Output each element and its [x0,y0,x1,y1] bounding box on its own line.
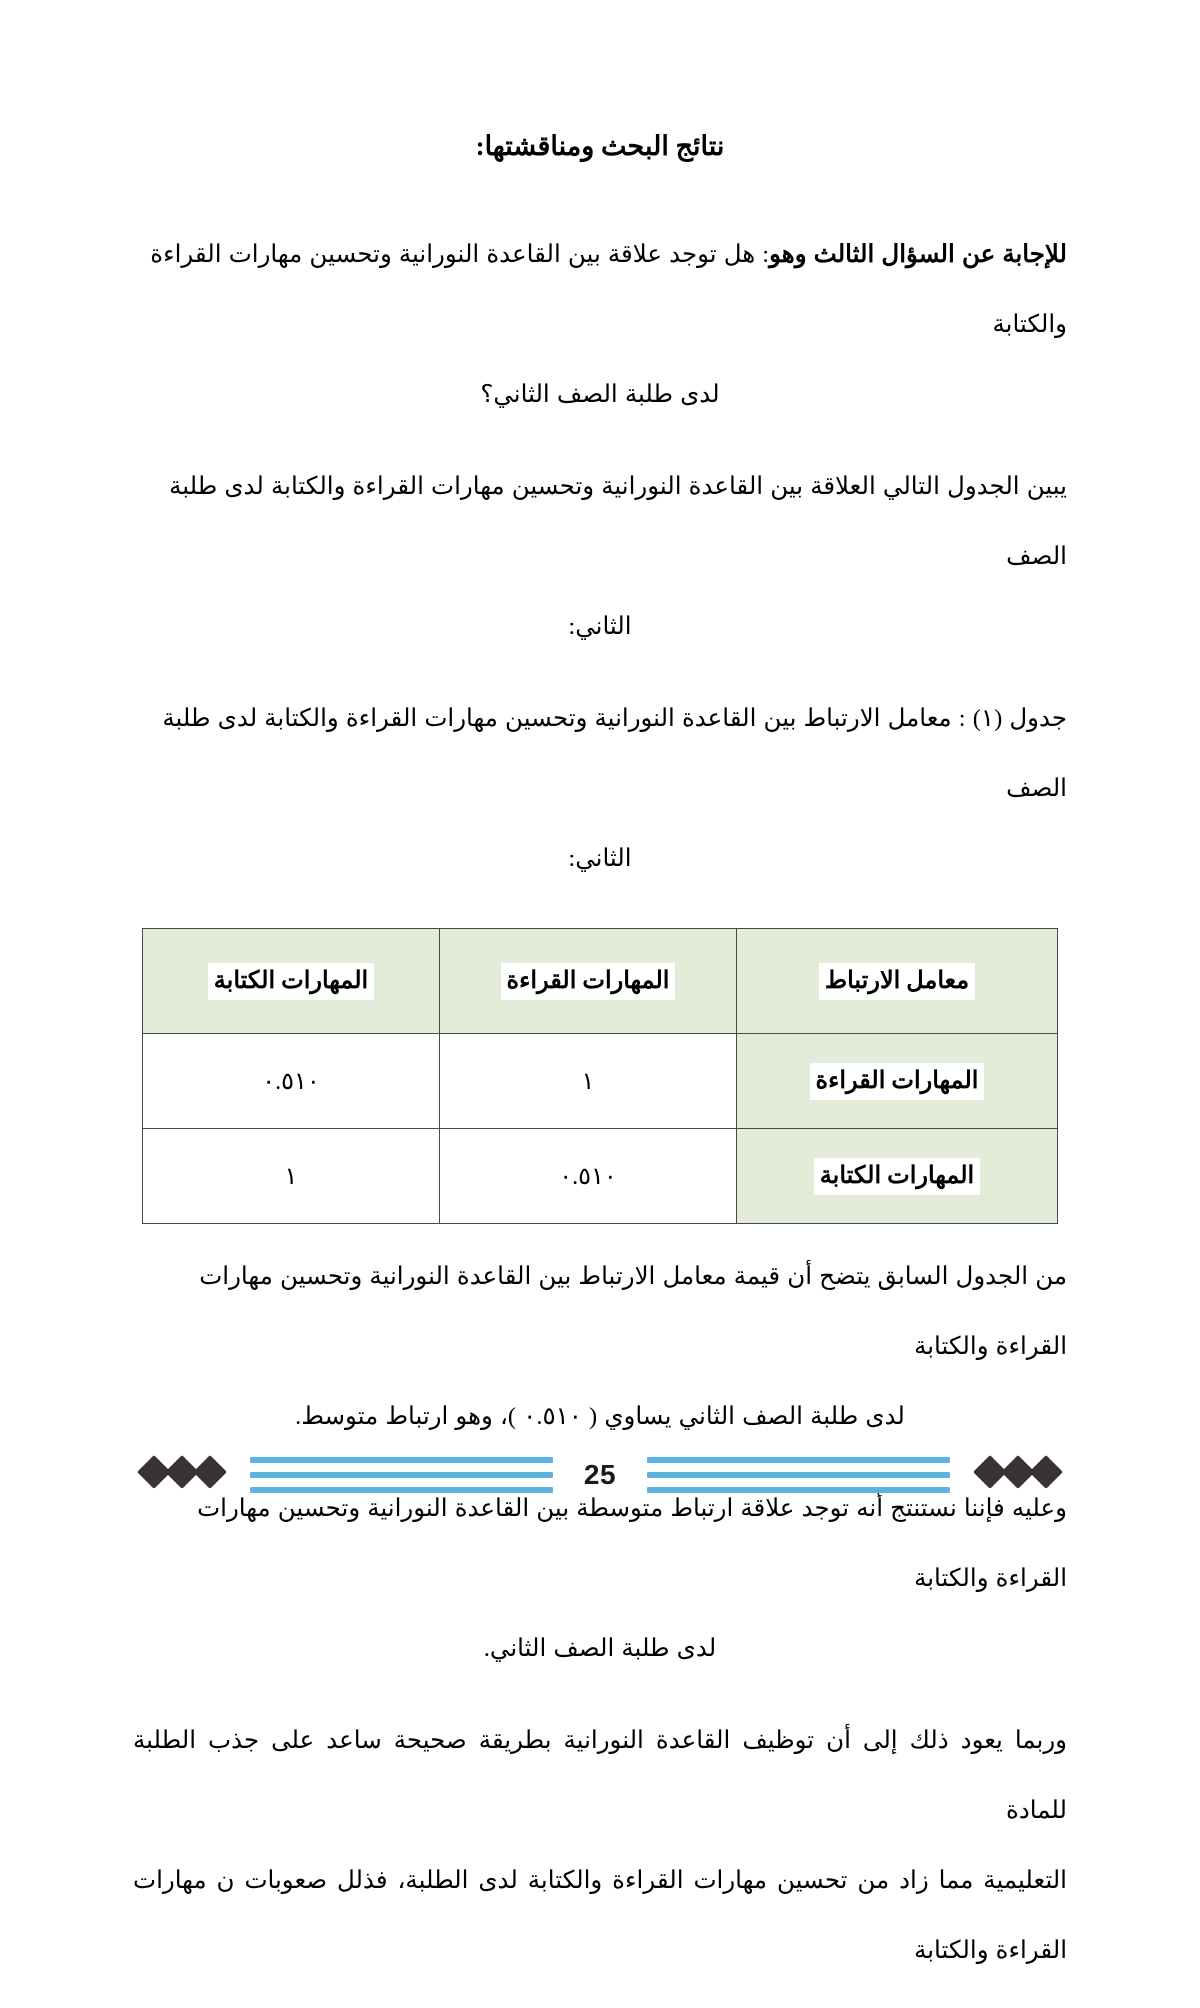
table-header-cell-reading [440,929,737,1034]
result-line-1: من الجدول السابق يتضح أن قيمة معامل الارتباط بين القاعدة النورانية وتحسين مهارات القراءة والكتابة [199,1263,1067,1361]
result-line-2: لدى طلبة الصف الثاني يساوي ( ٠.٥١٠ )، وهو ارتباط متوسط. [295,1403,905,1431]
discussion-paragraph [133,1706,1067,1986]
table-row-label-reading [737,1034,1058,1129]
page-title: نتائج البحث ومناقشتها: [475,131,725,161]
footer-diamonds-right [976,1460,1060,1484]
table-cell-writing-reading: ٠.٥١٠ [440,1129,737,1224]
table-row [143,1034,1058,1129]
question-paragraph [133,220,1067,430]
table-cell-writing-writing: ١ [143,1129,440,1224]
table-row-label-writing [737,1129,1058,1224]
table-header-label-reading: المهارات القراءة [501,963,676,999]
diamond-icon [1029,1455,1063,1489]
question-rest: : هل توجد علاقة بين القاعدة النورانية وتحسين مهارات القراءة والكتابة [150,241,1067,339]
table-caption-line-2: الثاني: [568,845,632,873]
intro-paragraph [133,452,1067,662]
table-header-cell-correlation [737,929,1058,1034]
page-number: 25 [583,1459,617,1490]
conclusion-line-2: لدى طلبة الصف الثاني. [483,1635,717,1663]
table-header-cell-writing [143,929,440,1034]
discussion-line-1: وربما يعود ذلك إلى أن توظيف القاعدة النورانية بطريقة صحيحة ساعد على جذب الطلبة للمادة [133,1727,1067,1825]
correlation-table-wrapper [133,928,1067,1224]
table-header-row [143,929,1058,1034]
footer-rule-line [647,1487,950,1493]
table-row [143,1129,1058,1224]
table-caption-line-1: جدول (١) : معامل الارتباط بين القاعدة النورانية وتحسين مهارات القراءة والكتابة لدى طلبة الصف [162,705,1067,803]
table-caption [133,684,1067,894]
table-cell-reading-reading: ١ [440,1034,737,1129]
page-footer [0,1443,1200,1513]
correlation-table [142,928,1058,1224]
intro-line-2: الثاني: [568,613,632,641]
table-cell-reading-writing: ٠.٥١٠ [143,1034,440,1129]
table-header-label-writing: المهارات الكتابة [208,963,374,999]
discussion-line-2: التعليمية مما زاد من تحسين مهارات القراءة والكتابة لدى الطلبة، فذلل صعوبات ن مهارات القراءة والكتابة [133,1867,1067,1965]
row-label-writing: المهارات الكتابة [814,1158,980,1194]
question-line-2: لدى طلبة الصف الثاني؟ [480,381,720,409]
result-paragraph [133,1242,1067,1452]
footer-rules-right [647,1457,950,1495]
table-header-label-correlation: معامل الارتباط [819,963,975,999]
conclusion-line-1: وعليه فإننا نستنتج أنه توجد علاقة ارتباط متوسطة بين القاعدة النورانية وتحسين مهارات القراءة والكتابة [197,1495,1067,1593]
intro-line-1: يبين الجدول التالي العلاقة بين القاعدة النورانية وتحسين مهارات القراءة والكتابة لدى طلبة الصف [169,473,1067,571]
question-bold-prefix: للإجابة عن السؤال الثالث وهو [769,241,1067,269]
footer-rule-line [647,1457,950,1463]
document-body [133,128,1067,2008]
footer-rule-line [647,1472,950,1478]
row-label-reading: المهارات القراءة [810,1063,985,1099]
